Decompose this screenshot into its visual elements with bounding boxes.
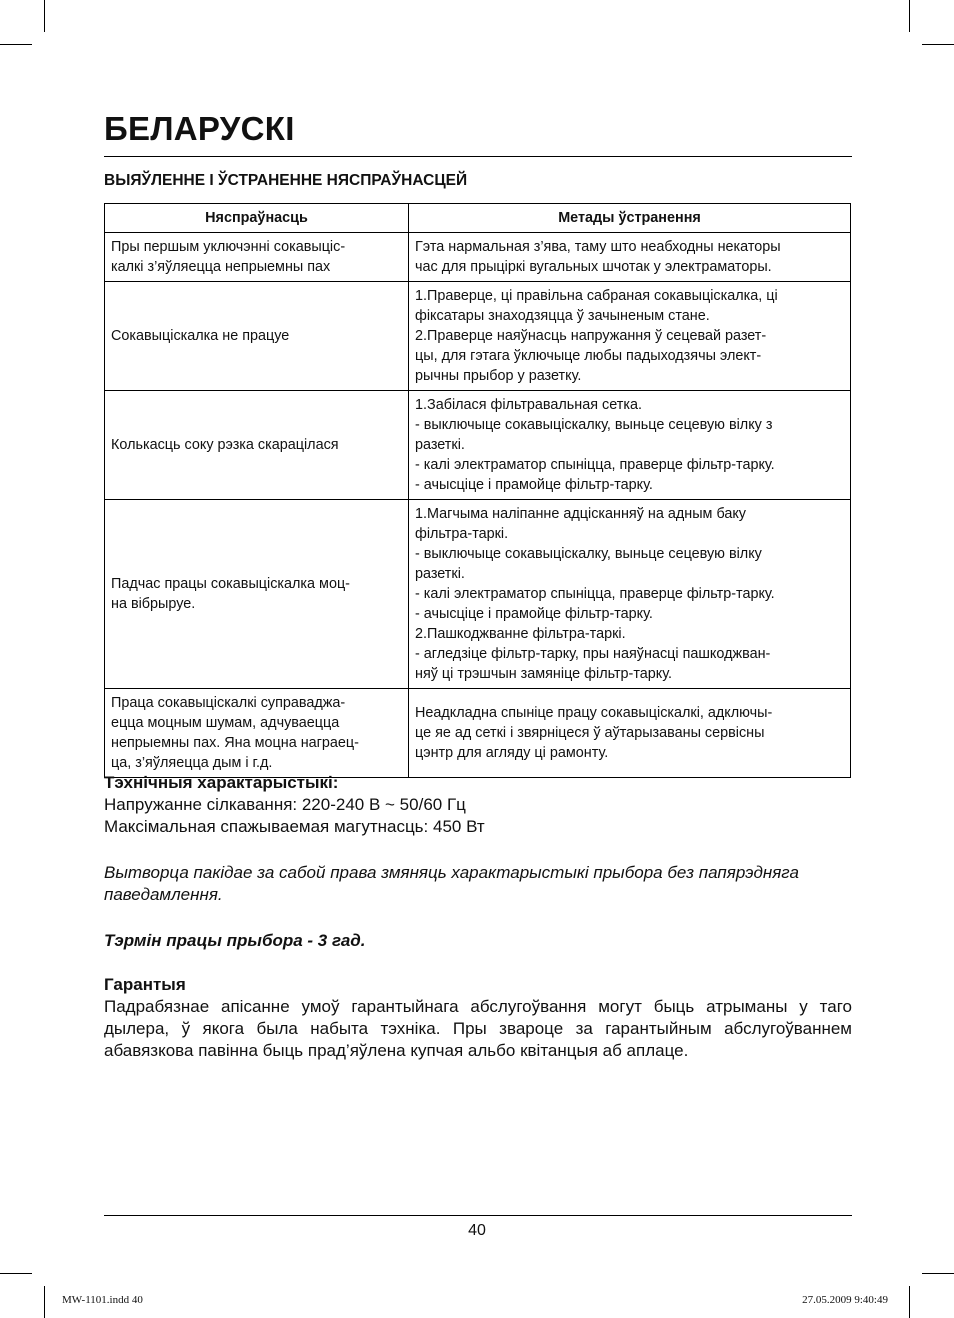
method-cell-line: час для прыцiркі вугальных шчотак у электраматоры. (415, 259, 772, 275)
specs-voltage: Напружанне сілкавання: 220-240 В ~ 50/60 Гц (104, 795, 466, 814)
crop-mark (0, 44, 32, 45)
method-cell (409, 233, 851, 282)
fault-cell-line: Сокавыцiскалка не працуе (111, 328, 290, 344)
fault-cell (105, 500, 409, 689)
crop-mark (922, 44, 954, 45)
warranty-title: Гарантыя (104, 975, 186, 994)
crop-mark (909, 0, 910, 32)
service-life: Тэрмін працы прыбора - 3 гад. (104, 931, 366, 950)
method-cell-line: цы, для гэтага ўключыце любы падыходзячы элект- (415, 348, 762, 364)
method-cell-line: - калі электраматор спыніцца, праверце фільтр-тарку. (415, 457, 775, 473)
specs-title: Тэхнічныя характарыстыкі: (104, 773, 339, 792)
fault-cell-line: калкі з’яўляецца непрыемны пах (111, 259, 331, 275)
method-cell-line: це яе ад сеткі і звярніцеся ў аўтарызаваны сервісны (415, 725, 765, 741)
fault-cell-line: Праца сокавыцiскалкі суправаджа- (111, 695, 346, 711)
method-cell-line: разеткі. (415, 437, 465, 453)
crop-mark (0, 1273, 32, 1274)
method-cell-line: - ачысціце і прамойце фільтр-тарку. (415, 477, 653, 493)
method-cell (409, 689, 851, 778)
method-cell-line: Неадкладна спыніце працу сокавыцiскалкі, адключы- (415, 705, 773, 721)
method-cell-line: - агледзіце фільтр-тарку, пры наяўнасці пашкоджван- (415, 646, 771, 662)
fault-cell-line: ца, з’яўляецца дым і г.д. (111, 755, 273, 771)
method-cell-line: - выключыце сокавыцiскалку, выньце сецевую вілку з (415, 417, 773, 433)
fault-cell (105, 391, 409, 500)
method-cell-line: разеткі. (415, 566, 465, 582)
table-header-row (105, 204, 851, 233)
method-cell (409, 500, 851, 689)
method-cell-line: рычны прыбор у разетку. (415, 368, 582, 384)
warranty-section (104, 974, 852, 1062)
method-cell-line: 1.Праверце, ці правільна сабраная сокавыцiскалка, ці (415, 288, 778, 304)
fault-cell-line: непрыемны пах. Яна моцна награец- (111, 735, 359, 751)
method-cell-line: - калі электраматор спыніцца, праверце фільтр-тарку. (415, 586, 775, 602)
fault-cell-line: на вібрыруе. (111, 596, 196, 612)
method-cell-line: - выключыце сокавыцiскалку, выньце сецевую вілку (415, 546, 762, 562)
method-cell-line: цэнтр для агляду ці рамонту. (415, 745, 609, 761)
crop-mark (44, 1286, 45, 1318)
crop-mark (922, 1273, 954, 1274)
crop-mark (909, 1286, 910, 1318)
method-cell-line: Гэта нармальная з’ява, таму што неабходны некаторы (415, 239, 781, 255)
method-cell-line: - ачысціце і прамойце фільтр-тарку. (415, 606, 653, 622)
disclaimer: Вытворца пакідае за сабой права змяняць характарыстыкі прыбора без папярэдняга паведамлення. (104, 863, 799, 904)
method-cell (409, 391, 851, 500)
slug-date: 27.05.2009 9:40:49 (802, 1294, 888, 1306)
page-number: 40 (468, 1222, 486, 1239)
specs-power: Максімальная спажываемая магутнасць: 450 Вт (104, 817, 485, 836)
table-row (105, 689, 851, 778)
warranty-text: Падрабязнае апісанне умоў гарантыйнага абслугоўвання могут быць атрыманы у таго дылера, ў якога была набыта тэхніка. Пры звароце за гарантыйным абслугоўваннем абавязкова павінна быць прад’яўлена купчая альбо квітанцыя аб аплаце. (104, 997, 852, 1060)
fault-cell-line: Пры першым уключэнні сокавыцic- (111, 239, 346, 255)
fault-cell-line: Колькасць соку рэзка скарацілася (111, 437, 339, 453)
table-body (105, 233, 851, 778)
method-cell-line: фіксатары знаходзяцца ў зачыненым стане. (415, 308, 710, 324)
method-cell (409, 282, 851, 391)
troubleshooting-table (104, 203, 851, 778)
method-cell-line: 1.Забілася фільтравальная сетка. (415, 397, 642, 413)
fault-cell (105, 282, 409, 391)
table-row (105, 233, 851, 282)
page-title: БЕЛАРУСКІ (104, 110, 295, 147)
fault-cell-line: Падчас працы сокавыцiскалка моц- (111, 576, 350, 592)
fault-cell-line: ецца моцным шумам, адчуваецца (111, 715, 340, 731)
slug-file: MW-1101.indd 40 (62, 1294, 143, 1306)
table-row (105, 500, 851, 689)
method-cell-line: 1.Магчыма наліпанне адцісканняў на адным баку (415, 506, 747, 522)
column-header-method: Метады ўстранення (409, 204, 851, 233)
column-header-fault: Няспраўнасць (105, 204, 409, 233)
table-row (105, 282, 851, 391)
method-cell-line: фільтра-таркі. (415, 526, 509, 542)
fault-cell (105, 689, 409, 778)
table-row (105, 391, 851, 500)
specs-section (104, 772, 852, 838)
fault-cell (105, 233, 409, 282)
section-title: ВЫЯЎЛЕННЕ І ЎСТРАНЕННЕ НЯСПРАЎНАСЦЕЙ (104, 172, 468, 189)
crop-mark (44, 0, 45, 32)
method-cell-line: 2.Праверце наяўнасць напружання ў сецевай разет- (415, 328, 767, 344)
footer-rule (104, 1215, 852, 1216)
method-cell-line: 2.Пашкоджванне фільтра-таркі. (415, 626, 626, 642)
method-cell-line: няў ці трэшчын замяніце фільтр-тарку. (415, 666, 672, 682)
title-rule (104, 156, 852, 157)
